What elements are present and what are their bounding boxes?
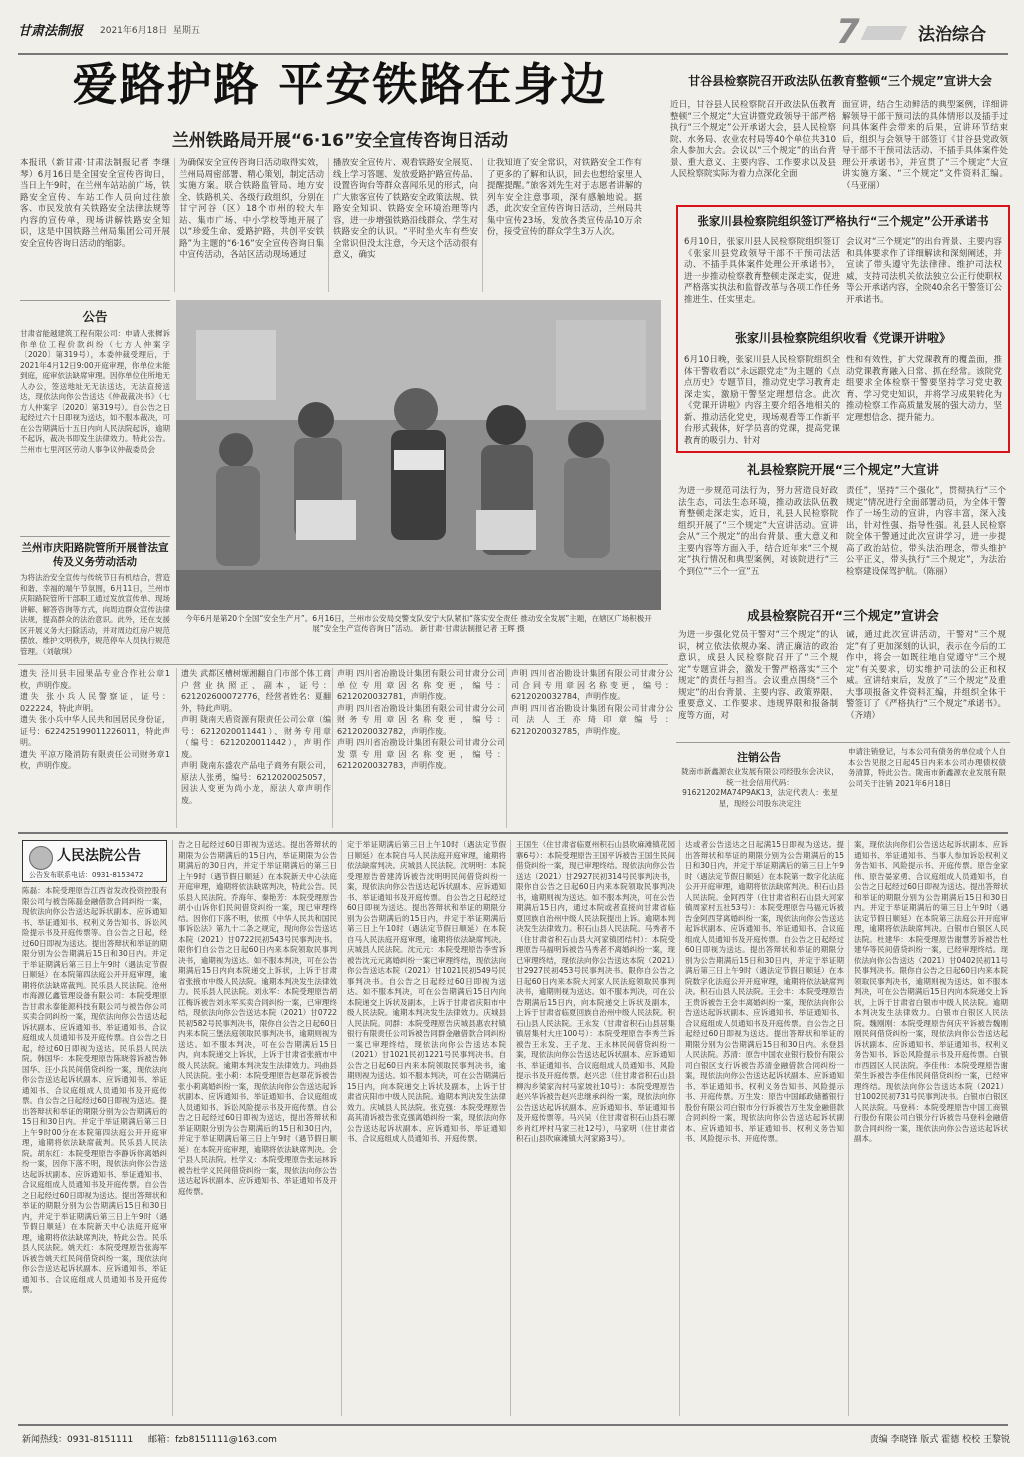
loss-notice: 声明 四川省冶勘设计集团有限公司甘肃分公司合同专用章因名称变更，编号：6212020032784，声明作废。: [511, 669, 673, 701]
lead-col-3: 播放安全宣传片、观看铁路安全展览、线上学习答题、发放爱路护路宣传品、设置咨询台等群众喜闻乐见的形式，向广大旅客宣传了铁路安全政策法规、铁路安全知识、铁路安全环境治理等内容，进一步增强铁路沿线群众、学生对铁路安全的认识。“平时坐火车有些安全常识但没太注意，今天这个活动很有意义，确实: [328, 158, 478, 292]
court-col-1: 陈磊：本院受理原告江西省发改投资控股有限公司与被告陈磊金融借款合同纠纷一案，现依法向你公告送达起诉状副本、应诉通知书、举证通知书、权利义务告知书、诉讼风险提示书及开庭传票等。自公告之日起，经过60日即视为送达。提出答辩状和举证的期限分别为公告期满后15日和30日内。并定于举证期满后第三日上午9时（遇法定节假日顺延）在本院第四法庭公开开庭审理，逾期将依法缺席裁判。民乐县人民法院。沧州市海源亿鑫管理设备有限公司：本院受理原告甘肃永泰能源科技有限公司与被告你公司买卖合同纠纷一案，现依法向你公告送达起诉状副本、应诉通知书、举证通知书、合议庭组成人员通知书及开庭传票。自公告之日起，经过60日即视为送达。民乐县人民法院。韩国华：本院受理原告陈晓蓉诉被告韩国华、汪小兵民间借贷纠纷一案，现依法向你公告送达起诉状副本、应诉通知书、举证通知书、合议庭组成人员通知书及开庭传票。自公告之日起经过60日即视为送达。提出答辩状和举证的期限分别为公告期满后的15日和30日内。并定于举证期满后第三日上午9时00分在本院第四法庭公开开庭审理，逾期将依法缺席裁判。民乐县人民法院。胡东红：本院受理原告李静诉你离婚纠纷一案，因你下落不明，现依法向你公告送达起诉状副本、应诉通知书、举证通知书、合议庭组成人员通知书及开庭传票。自公告之日起经过60日即视为送达。提出答辩状和举证的期限分别为公告期满后15日和30日内，并定于举证期满后第三日上午9时（遇节假日顺延）在本院新天中心法庭开庭审理，逾期将依法缺席判决，特此公告。民乐县人民法院。姚天红：本院受理原告张海军诉被告姚天红民间借贷纠纷一案，现依法向你公告送达起诉状副本、应诉通知书、举证通知书、合议庭组成人员通知书及开庭传票。: [22, 886, 167, 1294]
footer-staff: 责编 李晓锋 版式 霍德 校校 王黎锐: [869, 1435, 1010, 1445]
lead-headline: 爱路护路 平安铁路在身边: [72, 58, 608, 111]
lead-col-4: 让我知道了安全常识，对铁路安全工作有了更多的了解和认识，回去也想给家里人提醒提醒。”旅客刘先生对于志愿者讲解的列车安全注意事项，深有感触地说。据悉，此次安全宣传咨询日活动，兰州局共集中宣传23场，发放各类宣传品10万余份，接受宣传的群众学生3万人次。: [482, 158, 642, 292]
chengxian-title: 成县检察院召开“三个规定”宣讲会: [747, 608, 939, 623]
highlight-body-1-right: 会议对“三个规定”的出台背景、主要内容和具体要求作了详细解读和深刻阐述，并宣读了带头遵守先法律律、维护司法权威，支持司法机关依法独立公正行使职权等公开承诺内容，全院40余名干警签订公开承诺书。: [846, 237, 1002, 305]
court-section-rule: [18, 832, 1008, 834]
highlight-box: [676, 205, 1010, 453]
court-col-6: 案，现依法向你们公告送达起诉状副本、应诉通知书、举证通知书、当事人参加诉讼权利义务告知书、风险提示书、开庭传票。原告金家伟、原告晏家勇、合议庭组成人员通知书，自公告之日起经过60日即视为送达。提出答辩状和举证的期限分别为公告期满后15日和30日内。并定于举证期满后的第三日上午9时（遇法定节假日顺延）在本院第三法庭公开开庭审理，逾期将依法缺席判决。白银市白银区人民法院。杜建华：本院受理原告谢慧芳诉被告杜建华等民间借贷纠纷一案，已经审理终结。现依法向你公告送达（2021）甘0402民初11号民事判决书。限你自公告之日起60日内来本院领取民事判决书，逾期则视为送达。如不服本判决，可在公告期满后15日内向本院递交上诉状，上诉于甘肃省白银市中级人民法院。逾期本判决发生法律效力。白银市白银区人民法院。魏刚刚：本院受理原告何庆平诉被告魏刚刚民间借贷纠纷一案，现依法向你公告送达起诉状副本、应诉通知书、举证通知书、权利义务告知书、诉讼风险提示书及开庭传票。白银市西固区人民法院。李佳伟：本院受理原告谢荣生诉被告李佳伟民间借贷纠纷一案，已经审理终结。现依法向你公告送达本院（2021）甘1002民初731号民事判决书。白银市白银区人民法院。马登科：本院受理原告中国工商银行股份有限公司白银分行诉被告马登科金融借款合同纠纷一案，现依法向你公告送达起诉状副本。: [848, 840, 1008, 1416]
crowd-photo-illustration: [176, 300, 661, 610]
notice-box: [20, 300, 170, 532]
highlight-body-2-left: 6月10日晚，张家川县人民检察院组织全体干警收看以“永远跟党走”为主题的《点点历史》专题节目，推动党史学习教育走深走实，激励干警坚定理想信念。此次《党课开讲啦》内容主要介绍各地相关的新、推动活化党史，现场观看等工作新平台形式载体，好学员喜的党课，提高党课教育的吸引力、针对: [684, 355, 840, 446]
notice-title: 公告: [82, 309, 108, 324]
loss-notices-col-4: [506, 668, 673, 828]
highlight-body-1-left: 6月10日，张家川县人民检察院组织签订《张家川县党政领导干部不干预司法活动、不插手具体案件处理公开承诺书》，进一步推动检察教育整顿走深走实，促进严格落实执法和监督改革与各项工作任务推进生、任实里走。: [684, 237, 840, 305]
loss-notice: 遗失 张小兵人民警察证，证号：022224，特此声明。: [20, 692, 170, 713]
court-col-3: 定于举证期满后第三日上午10时（遇法定节假日顺延）在本院自马人民法庭开庭审理，逾期将依法缺席判决。庆城县人民法院。沈明明：本院受理原告曾建涛诉被告沈明明民间借贷纠纷一案，现依法向你公告送达起诉状副本、应诉通知书、举证通知书及开庭传票。自公告之日起经过60日即视为送达。提出答辩状和举证的期限分别为公告期满后的15日内，并定于举证期满后第三日上午10时（遇法定节假日顺延）在本院自马人民法庭开庭审理，逾期将依法缺席判决。庆城县人民法院。沈元元：本院受理原告李雪诉被告沈元元离婚纠纷一案已审理终结，现依法向你公告送达本院（2021）甘1021民初549号民事判决书。自公告之日起经过60日即视为送达。如不服本判决，可在公告期满后15日内向本院递交上诉状及副本，上诉于甘肃省庆阳市中级人民法院。逾期本判决发生法律效力。庆城县人民法院。同群：本院受理原告庆城县惠农村镇银行有限责任公司诉被告同群金融借款合同纠纷一案已审理终结，现依法向你公告送达本院（2021）甘1021民初1221号民事判决书。自公告之日起60日内来本院领取民事判决书，逾期则视为送达。如不服本判决，可在公告期满后15日内，向本院递交上诉状及副本，上诉于甘肃省庆阳市中级人民法院。逾期本判决发生法律效力。庆城县人民法院。张克强：本院受理原告高其清诉被告张克强离婚纠纷一案，现依法向你公告送达起诉状副本、应诉通知书、举证通知书、合议庭组成人员通知书、开庭传票。: [341, 840, 506, 1416]
page-number: 7: [836, 12, 860, 52]
issue-date: [100, 23, 200, 36]
court-col-4: 王国生（住甘肃省临夏州积石山县吹麻滩镇花园寨6号）：本院受理原告王国平诉被告王国生民间借贷纠纷一案，现已审理终结。现依法向你公告送达（2021）甘2927民初314号民事判决书，限你自公告之日起60日内来本院领取民事判决书，逾期则视为送达。如不服本判决，可在公告期满后15日内，通过本院或者直接向甘肃省临夏回族自治州中级人民法院提出上诉。逾期本判决发生法律效力。积石山县人民法院。马秀者不（住甘肃省积石山县大河家镇团结村）：本院受理原告马福明诉被告马秀者不离婚纠纷一案，现已审理终结，现依法向你公告送达本院（2021）甘2927民初453号民事判决书。限你自公告之日起60日内来本院大河家人民法庭领取民事判决书，逾期则视为送达。如不服本判决，可在公告期满后15日内，向本院递交上诉状及副本，上诉于甘肃省临夏回族自治州中级人民法院。积石山县人民法院。王永发（甘肃省积石山县居集镇居集村大庄100号）：本院受理原告李秀兰诉被告王永发、王子龙、王永林民间借贷纠纷一案，现依法向你公告送达起诉状副本、应诉通知书、举证通知书、合议庭组成人员通知书、风险提示书及开庭传票。赵兴忠（住甘肃省积石山县柳沟乡梁家沟村马家坡社10号）：本院受理原告赵兴华诉被告赵兴忠继承纠纷一案，现依法向你公告送达起诉状副本、应诉通知书、举证通知书及开庭传票等。马兴吴（住甘肃省积石山县石塬乡肖红坪村马家三社12号），马家明（住甘肃省积石山县吹麻滩镇大河家路3号）。: [510, 840, 675, 1416]
section-title: 法治综合: [918, 25, 986, 45]
loss-notice: 声明 陇南天盾资源有限责任公司公章（编号：6212020011441）、财务专用章（编号：6212020011442），声明作废。: [181, 715, 331, 759]
loss-notice: 声明 四川省冶勘设计集团有限公司甘肃分公司财务专用章因名称变更，编号：6212020032782，声明作废。: [337, 703, 505, 736]
paper-name: 甘肃法制报: [18, 24, 84, 39]
lixian-body-right: 责任”，坚持“三个强化”，贯彻执行“三个规定”情况进行全面部署动员，为全体干警作了一场生动的宣讲，内容丰富，深入浅出，针对性强、指导性强。礼县人民检察院全体干警通过此次宣讲学习，进一步提高了政治站位，带头法治理念，带头维护公平正义，带头执行“三个规定”，为法治检察建设保驾护航。（陈丽）: [846, 486, 1006, 577]
loss-notice: 遗失 武都区槽树塬湘翻自门市部个体工商户营业执照正、副本，证号：621202600072776，经营者姓名：夏翻外，特此声明。: [181, 669, 331, 713]
loss-notice: 遗失 平凉万隆消防有限责任公司财务章1枚，声明作废。: [20, 749, 170, 770]
court-announcement-logo: [22, 840, 167, 882]
loss-notice: 声明 四川省冶勘设计集团有限公司甘肃分公司单位专用章因名称变更，编号：6212020032781，声明作废。: [337, 669, 505, 701]
cancel-notice-body-right: 申请注销登记，与本公司有债务的单位或个人自本公告见报之日起45日内来本公司办理债权债务清算，特此公告。陇南市新鑫源农业发展有限公司关于注销 2021年6月18日: [848, 747, 1006, 788]
ganggu-body-right: 面宣讲，结合生动鲜活的典型案例，详细讲解领导干部干预司法的具体情形以及插手过问具体案件会带来的后果，宣讲环节结束后，组织与会领导干部签订《甘谷县党政领导干部不干预司法活动、不插手具体案件处理公开承诺书》，并宣贯了“三个规定”大宣讲实施方案、“三个规定”文件资料汇编。（马亚丽）: [842, 100, 1008, 191]
cancel-notice: [676, 742, 1010, 828]
ganggu-title: 甘谷县检察院召开政法队伍教育整顿“三个规定”宣讲大会: [688, 74, 992, 88]
loss-notice: 声明 陇南东盛农产品电子商务有限公司，原法人张勇，编号：6212020025057，因法人变更为尚小龙，原法人章声明作废。: [181, 761, 331, 805]
lixian-title: 礼县检察院开展“三个规定”大宣讲: [747, 462, 939, 477]
court-col-2: 告之日起经过60日即视为送达。提出答辩状的期限为公告期满后的15日内，举证期限为公告期满后的30日内，并定于举证期满后的第三日上午9时（遇节假日顺延）在本院新天中心法庭开庭审理，逾期将依法缺席判决，特此公告。民乐县人民法院。乔海年、秦艳芳：本院受理原告胡小山诉你们民间借贷纠纷一案，现已审理终结。因你们下落不明，依照《中华人民共和国民事诉讼法》第九十二条之规定，现向你公告送达本院（2021）甘0722民初543号民事判决书。限你们自公告之日起60日内来本院领取民事判决书，逾期视为送达。如不服本判决，可在公告期满后15日内向本院递交上诉状，上诉于甘肃省张掖市中级人民法院。逾期本判决发生法律效力。民乐县人民法院。刘永军：本院受理原告胡江梅诉被告刘永军买卖合同纠纷一案，已审理终结，现依法向你公告送达本院（2021）甘0722民初582号民事判决书，限你自公告之日起60日内来本院三堡法庭领取民事判决书，逾期则视为送达。如不服本判决，可在公告期满后15日内，向本院递交上诉状，上诉于甘肃省张掖市中级人民法院。逾期本判决发生法律效力。玛曲县人民法院。张小莉：本院受理原告赵翠花诉被告张小莉离婚纠纷一案，现依法向你公告送达起诉状副本、应诉通知书、举证通知书、合议庭组成人员通知书、诉讼风险提示书及开庭传票。自公告之日起经过60日即视为送达，提出答辩状和举证期限分别为公告期满后的15日和30日内，并定于举证期满后第三日上午9时（遇节假日顺延）在本院开庭审理，逾期将依法缺席判决。会宁县人民法院。杜学义：本院受理原告张运林诉被告杜学义民间借贷纠纷一案，现依法向你公告送达起诉状副本、应诉通知书、举证通知书及开庭传票。: [172, 840, 337, 1416]
court-logo-phone: 公告发布联系电话：0931-8153472: [29, 871, 144, 879]
loss-notice: 遗失 张小兵中华人民共和国居民身份证，证号：622425199011226011，特此声明。: [20, 715, 170, 747]
lead-photo-caption: 今年6月是第20个全国“安全生产月”。6月16日，兰州市公安局交警支队安宁大队紧扣“落实安全责任 推动安全发展”主题，在辖区广场积极开展“安全生产宣传咨询日”活动。 新甘肃·甘肃法制报记者 王辉 摄: [185, 614, 652, 633]
footer-email: 邮箱：fzb8151111@163.com: [148, 1435, 277, 1445]
side-story-title: 兰州市庆阳路院管所开展普法宣传及义务劳动活动: [21, 542, 169, 568]
lead-col-1: 本报讯（新甘肃·甘肃法制报记者 李继琴）6月16日是全国安全宣传咨询日，当日上午9时，在兰州车站站前广场，铁路安全宣传、车站工作人员向过往旅客、市民发放有关铁路安全法律法规等内容的宣传单，现场讲解铁路安全知识，这是中国铁路兰州局集团公司开展安全宣传咨询日活动的缩影。: [20, 158, 170, 249]
highlight-title-2: 张家川县检察院组织收看《党课开讲啦》: [734, 331, 951, 345]
chengxian-body-right: 诫，通过此次宣讲活动，干警对“三个规定”有了更加深刻的认识，表示在今后的工作中，将会一如既往地自觉遵守“三个规定”有关要求，切实维护司法的公正和权威。宣讲结束后，发放了“三个规定”及重大事项报备文件资料汇编，并组织全体干警签订了《严格执行“三个规定”承诺书》。（齐靖）: [846, 630, 1006, 721]
lixian-story: [676, 458, 1010, 600]
ganggu-body-left: 近日，甘谷县人民检察院召开政法队伍教育整顿“三个规定”大宣讲暨党政领导干部严格执行“三个规定”公开承诺大会，县人民检察院、水务局、农业农村局等40个单位共310余人参加大会。会议以“三个规定”的出台背景、重大意义、主要内容、工作要求以及县人民检察院实际为着力点深化全面: [670, 100, 836, 179]
lixian-body-left: 为进一步规范司法行为，努力营造良好政法生态，司法生态环境，推动政法队伍教育整顿走深走实，近日，礼县人民检察院组织开展了“三个规定”大宣讲活动。宣讲会从“三个规定”的出台背景、重大意义和主要内容等方面入手，结合近年来“三个规定”执行情况和典型案例，对该院进行“三个到位”“三个一宣”五: [678, 486, 838, 577]
loss-notices-col-3: [332, 668, 505, 828]
loss-notices-rule: [18, 664, 668, 665]
issue-date-text: 2021年6月18日: [100, 26, 168, 36]
notice-body: 甘肃省能越建筑工程有限公司：申请人张樨诉你单位工程价款纠纷（七方人仲案字〔2020〕第319号），本委仲裁受理后，于2021年4月12日9:00开庭审理，你单位未能到庭，庭审依法缺席审理。因你单位住所地无人办公，签送地址无无法送达，无法直接送达，现依法向你公告送达《仲裁裁决书》（七方人仲案字〔2020〕第319号）。自公告之日起经过六十日即视为送达，如不服本裁决，可在公告期满后十五日内向人民法院起诉，逾期不起诉，裁决书即发生法律效力。特此公告。兰州市七里河区劳动人事争议仲裁委员会: [20, 329, 170, 454]
ganggu-story: [670, 72, 1010, 200]
court-col-5: 达或者公告送达之日起满15日即视为送达。提出答辩状和举证的期限分别为公告期满后的15日和30日内，并定于举证期满后的第三日上午9时（遇法定节假日顺延）在本院第一数字化法庭公开开庭审理，逾期将依法缺席判决。积石山县人民法院。金阿西芽（住甘肃省积石山县大河家镇周家村五社53号）：本院受理原告马福元诉被告金阿西芽离婚纠纷一案，现依法向你公告送达起诉状副本、应诉通知书、举证通知书、合议庭组成人员通知书及开庭传票。自公告之日起经过60日即视为送达。提出答辩状和举证的期限分别为公告期满后15日和30日内，并定于举证期满后第三日上午9时（遇法定节假日顺延）在本院数字化法庭公开开庭审理，逾期将依法缺席判决。积石山县人民法院。王会丰：本院受理原告王贵诉被告王会丰离婚纠纷一案，现依法向你公告送达起诉状副本、应诉通知书、举证通知书、合议庭组成人员通知书及开庭传票。自公告之日起经过60日即视为送达。提出答辩状和举证的期限分别为公告期满后15日和30日内。永登县人民法院。苏清：原告中国农业银行股份有限公司白银区支行诉被告苏清金融借款合同纠纷一案，现依法向你公告送达起诉状副本、应诉通知书、举证通知书、权利义务告知书、风险提示书、开庭传票。万生发：原告中国邮政储蓄银行股份有限公司白银市分行诉被告万生发金融借款合同纠纷一案，现依法向你公告送达起诉状副本、应诉通知书、举证通知书、权利义务告知书、风险提示书、开庭传票。: [679, 840, 844, 1416]
court-logo-title: 人民法院公告: [57, 848, 141, 864]
lead-photo: [176, 300, 661, 610]
loss-notices-col-2: [176, 668, 331, 828]
cancel-notice-title: 注销公告: [737, 751, 781, 764]
loss-notices-col-1: [20, 668, 170, 828]
lead-subhead: 兰州铁路局开展“6·16”安全宣传咨询日活动: [171, 131, 509, 151]
loss-notice: 声明 四川省冶勘设计集团有限公司甘肃分公司发票专用章因名称变更，编号：6212020032783，声明作废。: [337, 738, 505, 770]
highlight-title-1: 张家川县检察院组织签订严格执行“三个规定”公开承诺书: [697, 214, 989, 228]
loss-notice: 声明 四川省冶勘设计集团有限公司甘肃分公司法人王亦琦印章编号：6212020032785，声明作废。: [511, 703, 673, 736]
loss-notices: [20, 668, 673, 828]
cancel-notice-body-left: 陇南市新鑫源农业发展有限公司经股东会决议，统一社会信用代码：91621202MA74P9AK13，法定代表人：张星星，现经公司股东决定注: [681, 767, 839, 808]
issue-weekday: 星期五: [172, 26, 200, 36]
lead-col-2: 为确保安全宣传咨询日活动取得实效，兰州局周密部署、精心策划，制定活动实施方案。联合铁路监管局、地方安全、铁路机关、各级行政组织，分别在甘宁河谷（区）18个市州的较大车站、集市广场、中小学校等地开展了以“珍爱生命、爱路护路，共创平安铁路”为主题的“6·16”安全宣传咨询日集中宣传活动，各站区活动现场通过: [174, 158, 324, 292]
masthead-rule: [18, 53, 1008, 55]
highlight-body-2-right: 性和有效性，扩大党课教育的覆盖面，推动党课教育融入日常、抓在经常。该院党组要求全体检察干警要坚持学习党史教育、学习党史知识，并将学习成果转化为推动检察工作高质量发展的强大动力，坚定理想信念、提升能力。: [846, 355, 1002, 423]
side-story-body: 为将法治安全宣传与传统节日有机结合，营造和谐、幸福的端午节氛围，6月11日，兰州市庆阳路院管所干部职工通过发放宣传单、现场讲解、解答咨询等方式，向周边群众宣传法律法规，提高群众的法治意识。此外，还在支援区开展义务大扫除活动，并对周边红房户规范摆放、维护文明秩序，规范停车人员执行规范管理。（刘敏琪）: [20, 573, 170, 656]
chengxian-story: [676, 604, 1010, 738]
court-emblem-icon: [29, 846, 53, 870]
footer-hotline: 新闻热线：0931-8151111: [22, 1435, 134, 1445]
masthead: [18, 14, 1008, 50]
footer-rule: [18, 1424, 1008, 1426]
side-story: [20, 536, 170, 682]
chengxian-body-left: 为进一步强化党员干警对“三个规定”的认识，树立依法依规办案、清正廉洁的政治意识，成县人民检察院召开了“三个规定”专题宣讲会，激发干警严格落实“三个规定”的责任与担当。会议重点围绕“三个规定”的出台背景、主要内容、政策界限、重要意义、工作要求、违规界限和报备制度等方面，对: [678, 630, 838, 721]
page-number-bar: [861, 26, 908, 40]
loss-notice: 遗失 泾川县丰园果品专业合作社公章1枚，声明作废。: [20, 669, 170, 690]
